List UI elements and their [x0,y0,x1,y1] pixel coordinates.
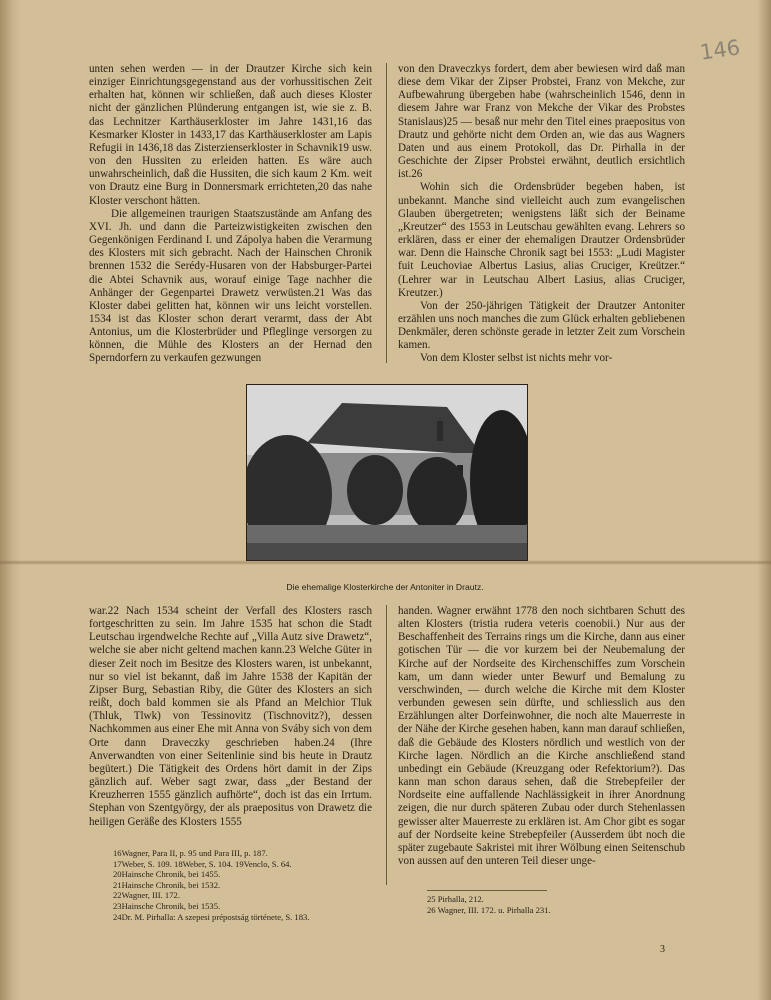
paragraph: von den Draveczkys fordert, dem aber bewiesen wird daß man diese dem Vikar der Zipser Probstei, Franz von Mekche, zur Aufbewahrung übergeben habe (wahrscheinlich 1546, denn in diesem Jahre war Franz von Mekche der Vikar des Probstes Stanislaus)25 — besaß nur mehr den Titel eines praepositus von Drautz und gehörte nicht dem Orden an, wie das aus Wagners Daten und aus einem Protokoll, das Dr. Pirhalla in der Geschichte der Zipser Probstei erwähnt, deutlich ersichtlich ist.26 [398,63,685,181]
footnote: 25 Pirhalla, 212. [427,894,484,904]
pencil-annotation: 146 [698,35,742,65]
footnotes-right [427,894,687,915]
bottom-left-column [89,605,372,837]
paragraph: Die allgemeinen traurigen Staatszustände am Anfang des XVI. Jh. und dann die Parteizwistigkeiten zwischen den Gegenkönigen Ferdinand I. und Zápolya haben die Verarmung des Klosters mit sich gebracht. Nach der Hainschen Chronik brennen 1532 die Serédy-Husaren von der Habsburger-Partei die Abtei Schavnik aus, worauf einige Tage nachher die Anhänger der Gegenpartei Drawetz verwüsten.21 Was das Kloster dabei gelitten hat, können wir uns leicht vorstellen. 1534 ist das Kloster schon derart verarmt, dass der Abt Antonius, um die Klosterbrüder und Pfleglinge versorgen zu können, die Mühle des Klosters an der Hernad den Sperndorfern zu verkaufen gezwungen [89,207,372,365]
footnote: 20Hainsche Chronik, bei 1455. [113,869,221,880]
footnote: 26 Wagner, III. 172. u. Pirhalla 231. [427,904,551,915]
top-right-column [398,63,685,365]
footnote: 22Wagner, III. 172. [113,890,180,901]
page-number: 3 [660,944,665,955]
photo-caption: Die ehemalige Klosterkirche der Antoniter in Drautz. [286,582,484,592]
paragraph: Wohin sich die Ordensbrüder begeben haben, ist unbekannt. Manche sind vielleicht auch zum evangelischen Glauben übergetreten; wenigstens läßt sich der Beiname „Kreutzer“ des 1553 in Leutschau gewählten evang. Lehrers so erklären, dass er einer der ehemaligen Drautzer Ordensbrüder war. Denn die Hainsche Chronik sagt bei 1553: „Ludi Magister fuit Leuchoviae Albertus Lasius, alias Cruciger, Kreützer.“ (Lehrer war in Leutschau Albert Lasius, alias Cruciger, Kreutzer.) [398,181,685,299]
footnote: 24Dr. M. Pirhalla: A szepesi prépostság története, S. 183. [113,911,310,922]
footnote-rule [427,890,547,891]
paragraph: handen. Wagner erwähnt 1778 den noch sichtbaren Schutt des alten Klosters (tristia rudera veteris coenobii.) Nur aus der Beschaffenheit des Terrains rings um die Kirche, dann aus einer gotischen Tür — die vor kurzem bei der Neubemalung der Kirche auf der Nordseite des Kirchenschiffes zum Vorschein kam, um dann wieder unter Bewurf und Bemalung zu verschwinden, — durch welche die Kirche mit dem Kloster verbunden gewesen sein dürfte, und schliesslich aus den Erzählungen alter Dorfeinwohner, die noch alte Mauerreste in der Nähe der Kirche gesehen haben, kann man darauf schließen, daß die Gebäude des Klosters nördlich und westlich von der Kirche lagen. Nördlich an die Kirche anschließend stand unbedingt ein Gebäude (Kreuzgang oder Refektorium?). Das kann man schon daraus sehen, daß die Strebepfeiler der Nordseite eine auffallende Nachlässigkeit in ihrer Anordnung zeigen, die nur durch späteren Zubau oder durch Stehenlassen gewisser alter Mauerreste zu erklären ist. Am Chor gibt es sogar auf der Nordseite keine Strebepfeiler (Ausserdem übt noch die später zugebaute Sakristei mit ihrer Wölbung einen Seitenschub von aussen auf den unteren Teil dieser unge- [398,605,685,867]
column-rule [386,63,387,363]
paragraph: Von dem Kloster selbst ist nichts mehr vor- [420,352,613,365]
paragraph: war.22 Nach 1534 scheint der Verfall des Klosters rasch fortgeschritten zu sein. Im Jahre 1535 hat schon die Stadt Leutschau irgendwelche Rechte auf „Villa Autz sive Drawetz“, welche sie aber nicht geltend machen kann.23 Welche Güter in dieser Zeit noch im Besitze des Klosters waren, ist unbekannt, nur so viel ist bekannt, daß im Jahre 1538 der Kapitän der Zipser Burg, Sebastian Riby, die Güter des Klosters an sich reißt, doch bald kommen sie als Pfand an Melchior Tluk (Thluk, Tlwk) von Tessinovitz (Tischnovitz?), dessen Nachkommen aus einer Ehe mit Anna von Sváby sich von dem Orte dann Draveczky geschrieben haben.24 (Ihre Anverwandten von einer Seitenlinie sind bis heute in Drautz begütert.) Die Tätigkeit des Ordens hört damit in der Zips gänzlich auf. Weber sagt zwar, dass „der Bestand der Kreuzherren 1555 gänzlich aufhörte“, doch ist das ein Irrtum. Stephan von Szentgyörgy, der als praepositus von Drawetz die heiligen Geräße des Klosters 1555 [89,605,372,828]
paragraph: Von der 250-jährigen Tätigkeit der Drautzer Antoniter erzählen uns noch manches die zum Glück erhalten gebliebenen Denkmäler, deren schönste gerade in letzter Zeit zum Vorschein kamen. [398,299,685,352]
footnote: 17Weber, S. 109. 18Weber, S. 104. 19Venclo, S. 64. [113,858,292,869]
paper-fold-left [0,0,22,1000]
column-rule [386,605,387,885]
footnote: 21Hainsche Chronik, bei 1532. [113,879,221,890]
paragraph: unten sehen werden — in der Drautzer Kirche sich kein einziger Einrichtungsgegenstand aus der vorhussitischen Zeit erhalten hat, können wir schließen, daß auch dieses Kloster nicht der gänzlichen Plünderung entgangen ist, wie sie z. B. das Lechnitzer Karthäuserkloster im Jahre 1431,16 das Kesmarker Kloster in 1433,17 das Karthäuserkloster am Lapis Refugii in 1436,18 das Zisterzienserkloster in Schavnik19 usw. von den Hussiten zu erleiden hatten. Es wäre auch unwahrscheinlich, daß die Hussiten, die sich kaum 2 Km. weit von Drautz eine Burg in Donnersmark errichteten,20 das nahe Kloster verschont hätten. [89,63,372,207]
footnotes-left [113,848,383,922]
footnote: 16Wagner, Para II, p. 95 und Para III, p. 187. [113,848,268,858]
top-left-column [89,63,372,365]
paper-fold-right [757,0,771,1000]
church-photograph [246,384,528,561]
footnote: 23Hainsche Chronik, bei 1535. [113,900,221,911]
bottom-right-column [398,605,685,877]
